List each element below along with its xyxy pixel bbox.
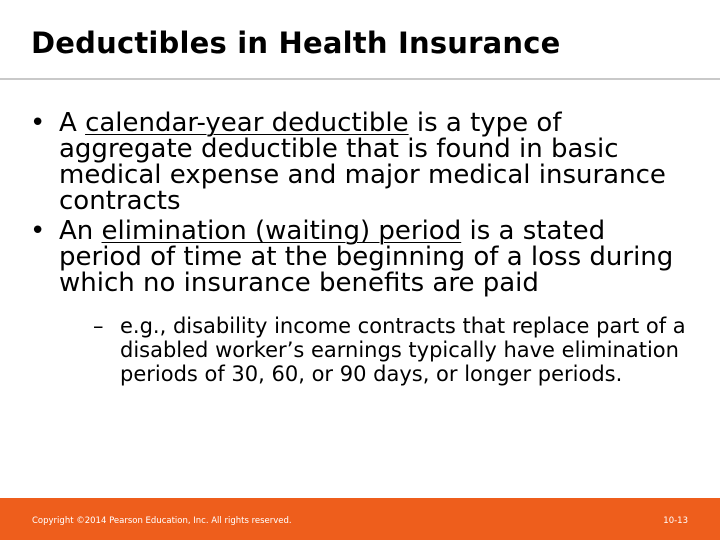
bullet-item	[30, 218, 690, 386]
bullet-marker: •	[30, 108, 46, 138]
footer-bar	[0, 498, 720, 540]
key-term: elimination (waiting) period	[101, 216, 462, 246]
bullet-list	[30, 110, 690, 390]
sub-bullet-item	[88, 314, 690, 386]
page-number: 10-13	[663, 516, 688, 526]
bullet-marker: •	[30, 216, 46, 246]
sub-bullet-text: e.g., disability income contracts that replace part of a disabled worker’s earnings typically have elimination periods of 30, 60, or 90 days, or longer periods.	[120, 314, 686, 386]
bullet-text: is a type of aggregate deductible that is found in basic medical expense and major medical insurance contracts	[59, 108, 666, 216]
bullet-prefix: A	[59, 108, 86, 138]
copyright-text: Copyright ©2014 Pearson Education, Inc. All rights reserved.	[32, 516, 292, 526]
title-divider	[0, 78, 720, 80]
slide-title: Deductibles in Health Insurance	[31, 26, 561, 60]
bullet-item	[30, 110, 690, 214]
key-term: calendar-year deductible	[85, 108, 409, 138]
sub-bullet-marker: –	[93, 314, 104, 338]
bullet-text: is a stated period of time at the beginning of a loss during which no insurance benefits are paid	[59, 216, 674, 298]
bullet-prefix: An	[59, 216, 102, 246]
